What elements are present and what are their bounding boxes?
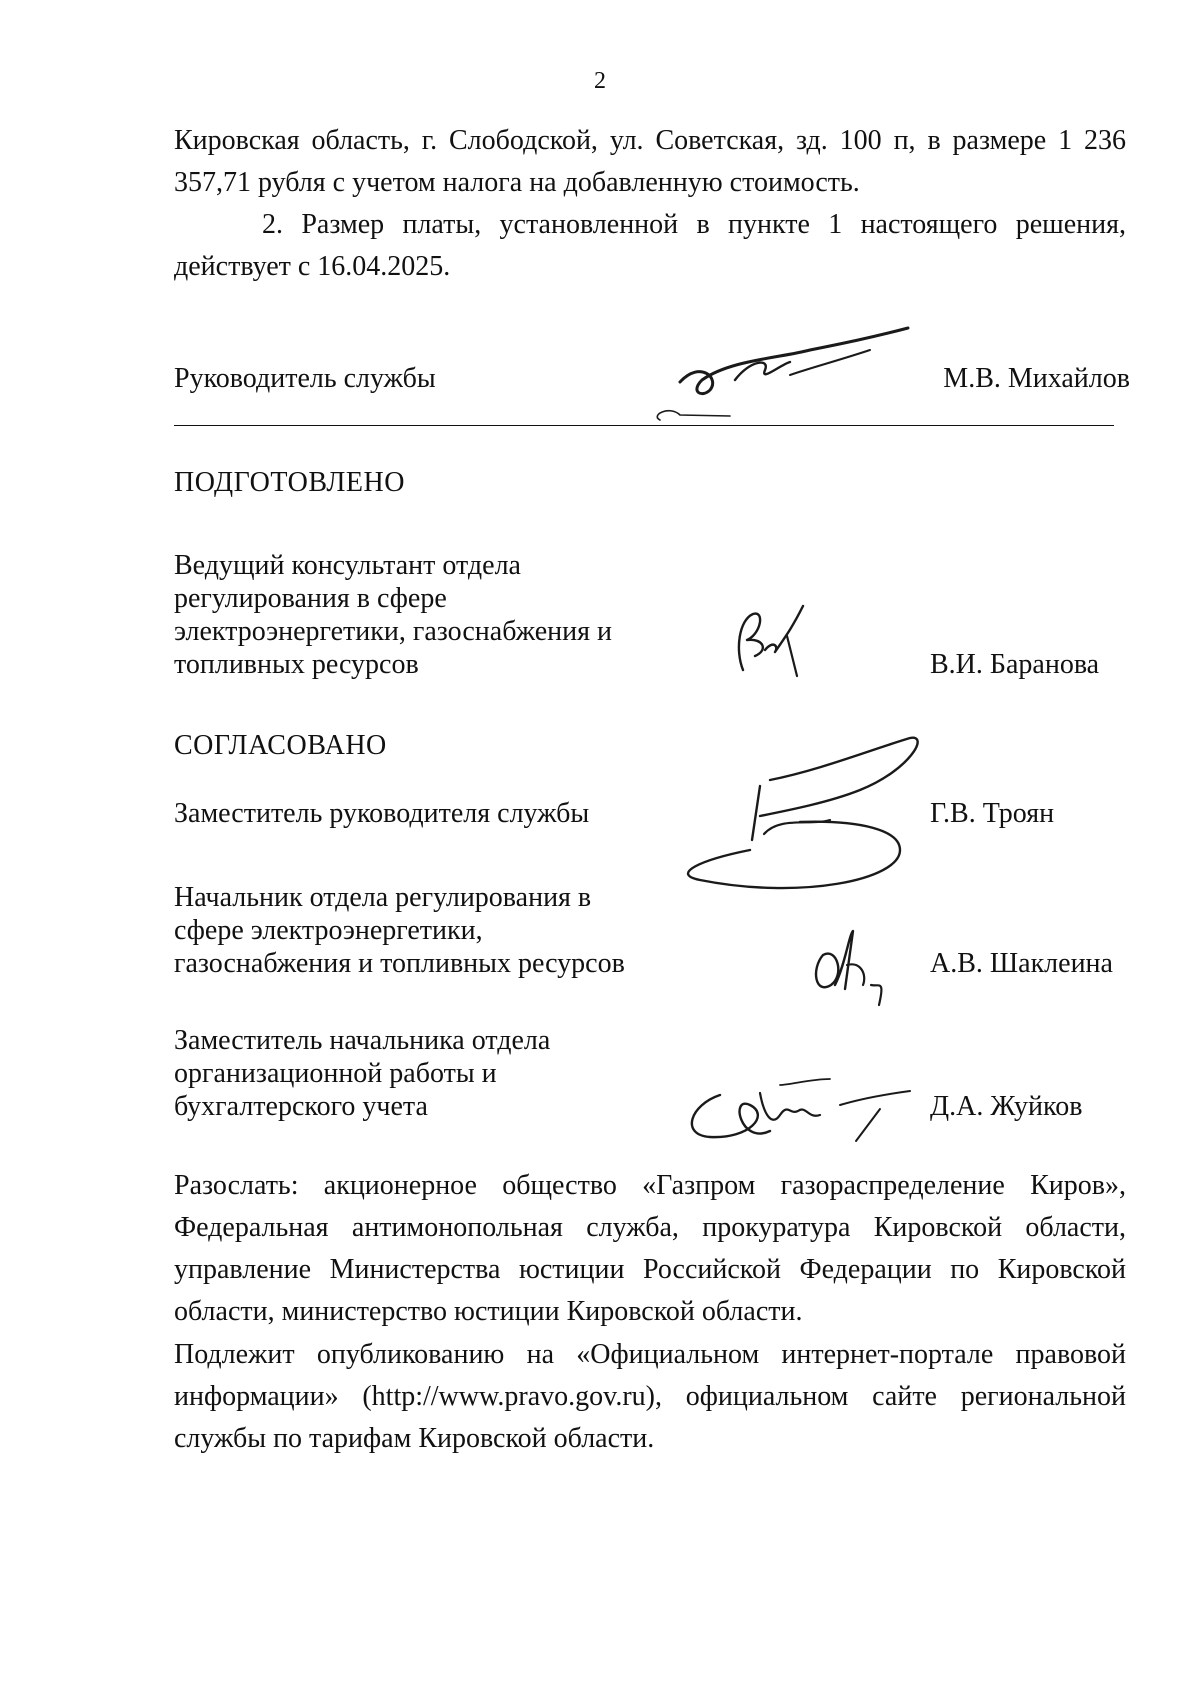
agreed-heading: СОГЛАСОВАНО <box>174 730 387 761</box>
divider-line <box>174 425 1114 426</box>
distribution-list: Разослать: акционерное общество «Газпром газораспределение Киров», Федеральная антимонопольная служба, прокуратура Кировской области, управление Министерства юстиции Российской Федерации по Кировской области, министерство юстиции Кировской области. <box>174 1170 1126 1327</box>
prepared-position-line: топливных ресурсов <box>174 649 419 680</box>
agreed-position-line: бухгалтерского учета <box>174 1091 428 1122</box>
signature-agreed-3 <box>680 1065 920 1155</box>
agreed-position-line: организационной работы и <box>174 1058 497 1089</box>
page-number: 2 <box>594 68 606 94</box>
agreed-name: А.В. Шаклеина <box>930 948 1113 979</box>
agreed-position-line: Начальник отдела регулирования в <box>174 882 592 913</box>
signature-prepared <box>725 600 815 680</box>
prepared-position-line: электроэнергетики, газоснабжения и <box>174 616 612 647</box>
prepared-position-line: регулирования в сфере <box>174 583 447 614</box>
signature-agreed-2 <box>805 925 895 1015</box>
signatory-title: Руководитель службы <box>174 363 436 394</box>
prepared-name: В.И. Баранова <box>930 649 1100 680</box>
signature-head <box>640 320 920 430</box>
agreed-position-line: сфере электроэнергетики, <box>174 915 483 946</box>
body-continuation: Кировская область, г. Слободской, ул. Советская, зд. 100 п, в размере 1 236 357,71 рубля с учетом налога на добавленную стоимость. <box>174 125 1126 198</box>
agreed-position-line: Заместитель руководителя службы <box>174 798 590 829</box>
signature-agreed-1 <box>680 730 930 900</box>
publication-note: Подлежит опубликованию на «Официальном интернет-портале правовой информации» (http://www.pravo.gov.ru), официальном сайте региональной службы по тарифам Кировской области. <box>174 1339 1126 1454</box>
body-item-2: 2. Размер платы, установленной в пункте 1 настоящего решения, действует с 16.04.2025. <box>174 209 1126 282</box>
agreed-name: Г.В. Троян <box>930 798 1055 829</box>
signatory-name: М.В. Михайлов <box>943 363 1130 394</box>
prepared-position-line: Ведущий консультант отдела <box>174 550 521 581</box>
agreed-name: Д.А. Жуйков <box>930 1091 1083 1122</box>
agreed-position-line: Заместитель начальника отдела <box>174 1025 551 1056</box>
agreed-position-line: газоснабжения и топливных ресурсов <box>174 948 625 979</box>
prepared-heading: ПОДГОТОВЛЕНО <box>174 467 405 498</box>
